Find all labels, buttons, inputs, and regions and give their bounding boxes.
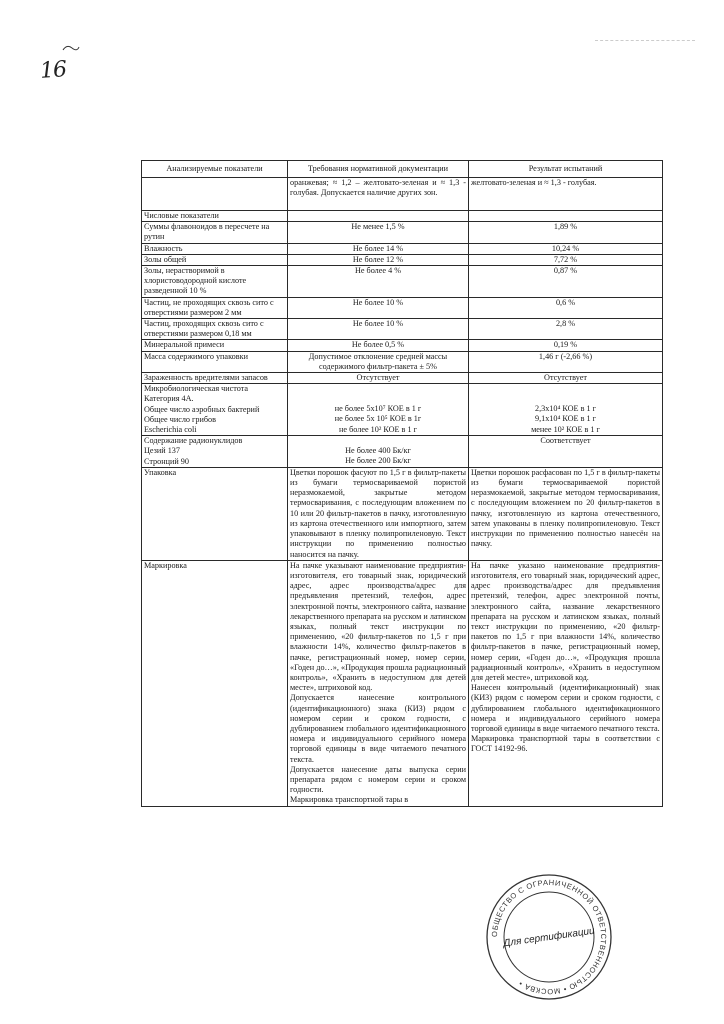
result-cell xyxy=(469,384,663,436)
requirement-cell: Не более 10 % xyxy=(288,319,469,340)
param-cell: Числовые показатели xyxy=(142,211,288,222)
param-line: Escherichia coli xyxy=(144,425,197,435)
param-cell: Зараженность вредителями запасов xyxy=(142,373,288,384)
requirement-paragraph: Допускается нанесение даты выпуска серии препарата рядом с номером серии и сроком годности. xyxy=(290,764,466,795)
header-parameter: Анализируемые показатели xyxy=(142,161,288,178)
param-cell: Частиц, не проходящих сквозь сито с отверстиями размером 2 мм xyxy=(142,297,288,318)
result-cell: желтовато-зеленая и ≈ 1,3 - голубая. xyxy=(469,178,663,211)
table-header-row xyxy=(142,161,663,178)
requirement-line: не более 10² КОЕ в 1 г xyxy=(339,424,417,434)
table-row xyxy=(142,222,663,243)
requirement-paragraph: Маркировка транспортной тары в xyxy=(290,795,409,805)
table-row xyxy=(142,297,663,318)
microbiology-row xyxy=(142,384,663,436)
scribble-mark-icon xyxy=(62,44,80,52)
param-cell: Золы общей xyxy=(142,254,288,265)
table-row xyxy=(142,178,663,211)
result-paragraph: На пачке указано наименование предприятия-изготовителя, его товарный знак, юридический адрес, адрес производства/адрес для предъявления претензий, телефон, адрес электронной почты, электронного сайта, название лекарственного препарата на русском и латинском языках, полный текст инструкции по применению, «20 фильтр-пакетов по 1,5 г при влажности 14%, количество фильтр-пакетов в пачке, регистрационный номер, номер серии, «Годен до…», «Продукция прошла радиационный контроль», «Хранить в недоступном для детей месте», штриховой код. xyxy=(471,560,660,682)
stamp-ring-text: ОБЩЕСТВО С ОГРАНИЧЕННОЙ ОТВЕТСТВЕННОСТЬЮ • МОСКВА • xyxy=(489,877,609,997)
requirement-cell: Отсутствует xyxy=(288,373,469,384)
result-cell: Отсутствует xyxy=(469,373,663,384)
param-line: Категория 4А. xyxy=(144,394,194,404)
requirement-cell xyxy=(288,211,469,222)
param-cell: Масса содержимого упаковки xyxy=(142,351,288,372)
requirement-cell xyxy=(288,560,469,806)
certification-stamp xyxy=(484,872,614,1002)
requirement-line: не более 5x 10⁵ КОЕ в 1г xyxy=(334,414,422,424)
table-row xyxy=(142,243,663,254)
result-line: 2,3x10⁴ КОЕ в 1 г xyxy=(534,404,597,414)
requirement-cell xyxy=(288,436,469,468)
marking-row xyxy=(142,560,663,806)
result-cell: 0,87 % xyxy=(469,266,663,298)
table-row xyxy=(142,319,663,340)
requirement-cell: Не более 4 % xyxy=(288,266,469,298)
result-cell: 10,24 % xyxy=(469,243,663,254)
radionuclides-row xyxy=(142,436,663,468)
requirement-cell: Допустимое отклонение средней массы содержимого фильтр-пакета ± 5% xyxy=(288,351,469,372)
table-row xyxy=(142,254,663,265)
requirement-cell: Цветки порошок фасуют по 1,5 г в фильтр-пакеты из бумаги термосвариваемой пористой неразмокаемой, закрытые методом термосваривания, с последующим вложением по 10 или 20 фильтр-пакетов в пачку, изготовленную из картона отечественного или импортного, затем упаковывают в пленку полипропиленовую. Текст инструкции по применению полностью наносится на пачку. xyxy=(288,467,469,560)
result-cell: 0,6 % xyxy=(469,297,663,318)
param-line: Микробиологическая чистота xyxy=(144,384,249,394)
param-line: Общее число грибов xyxy=(144,414,217,424)
param-cell: Минеральной примеси xyxy=(142,340,288,351)
requirement-cell: Не более 0,5 % xyxy=(288,340,469,351)
stamp-text: Для сертификации xyxy=(502,925,596,950)
result-cell: 1,89 % xyxy=(469,222,663,243)
result-cell xyxy=(469,560,663,806)
result-cell: Соответствует xyxy=(469,436,663,468)
result-cell: 7,72 % xyxy=(469,254,663,265)
header-results: Результат испытаний xyxy=(469,161,663,178)
packaging-row xyxy=(142,467,663,560)
result-line: 9,1x10⁴ КОЕ в 1 г xyxy=(534,414,597,424)
requirement-line: не более 5x10⁷ КОЕ в 1 г xyxy=(334,404,422,414)
param-line: Цезий 137 xyxy=(144,446,180,456)
handwritten-page-number: 16 xyxy=(39,57,67,84)
param-cell: Влажность xyxy=(142,243,288,254)
margin-line xyxy=(595,40,695,42)
requirement-cell: Не более 14 % xyxy=(288,243,469,254)
requirement-paragraph: На пачке указывают наименование предприятия-изготовителя, его товарный знак, юридический адрес, адрес производства/адрес для предъявления претензий, телефон, адрес электронной почты, электронного сайта, название лекарственного препарата на русском и латинском языках, полный текст инструкции по применению, «20 фильтр-пакетов по 1,5 г при влажности 14%, количество фильтр-пакетов в пачке, регистрационный номер, номер серии, «Годен до…», «Продукция прошла радиационный контроль», «Хранить в недоступном для детей месте», штриховой код. xyxy=(290,560,466,693)
result-paragraph: Нанесен контрольный (идентификационный) знак (КИЗ) рядом с номером серии и сроком годности, с дублированием глобального идентификационного номера и индивидуального серийного номера торговой единицы в виде читаемого печатного текста. xyxy=(471,683,660,733)
param-cell: Маркировка xyxy=(142,560,288,806)
result-cell: Цветки порошок расфасован по 1,5 г в фильтр-пакеты из бумаги термосвариваемой пористой неразмокаемой, закрытые методом термосваривания, с последующим вложением по 20 фильтр-пакетов в пачку, изготовленную из картона отечественного, затем упакованы в пленку полипропиленовую. Текст инструкции по применению полностью нанесён на пачку. xyxy=(469,467,663,560)
requirement-cell: оранжевая; ≈ 1,2 – желтовато-зеленая и ≈ 1,3 - голубая. Допускается наличие других зон. xyxy=(288,178,469,211)
result-line: менее 10² КОЕ в 1 г xyxy=(531,424,600,434)
param-line: Общее число аэробных бактерий xyxy=(144,404,260,414)
requirement-cell xyxy=(288,384,469,436)
result-cell: 1,46 г (-2,66 %) xyxy=(469,351,663,372)
requirement-cell: Не более 12 % xyxy=(288,254,469,265)
param-cell xyxy=(142,384,288,436)
requirement-cell: Не более 10 % xyxy=(288,297,469,318)
table-row xyxy=(142,266,663,298)
table-row xyxy=(142,340,663,351)
result-cell: 2,8 % xyxy=(469,319,663,340)
table-row xyxy=(142,373,663,384)
result-cell xyxy=(469,211,663,222)
table-row xyxy=(142,351,663,372)
requirement-line: Не более 200 Бк/кг xyxy=(345,456,411,466)
param-cell: Частиц, проходящих сквозь сито с отверстиями размером 0,18 мм xyxy=(142,319,288,340)
param-cell xyxy=(142,178,288,211)
param-cell xyxy=(142,436,288,468)
requirement-line: Не более 400 Бк/кг xyxy=(345,446,411,456)
param-cell: Суммы флавоноидов в пересчете на рутин xyxy=(142,222,288,243)
result-cell: 0,19 % xyxy=(469,340,663,351)
analysis-table xyxy=(141,160,663,807)
requirement-paragraph: Допускается нанесение контрольного (идентификационного) знака (КИЗ) рядом с номером серии и сроком годности, с дублированием глобального идентификационного номера и индивидуального серийного номера торговой единицы в виде читаемого печатного текста. xyxy=(290,693,466,764)
result-paragraph: Маркировка транспортной тары в соответствии с ГОСТ 14192-96. xyxy=(471,734,660,754)
requirement-cell: Не менее 1,5 % xyxy=(288,222,469,243)
param-line: Стронций 90 xyxy=(144,456,189,466)
header-requirements: Требования нормативной документации xyxy=(288,161,469,178)
param-cell: Золы, нерастворимой в хлористоводородной кислоте разведенной 10 % xyxy=(142,266,288,298)
param-cell: Упаковка xyxy=(142,467,288,560)
table-row xyxy=(142,211,663,222)
param-line: Содержание радионуклидов xyxy=(144,436,243,446)
